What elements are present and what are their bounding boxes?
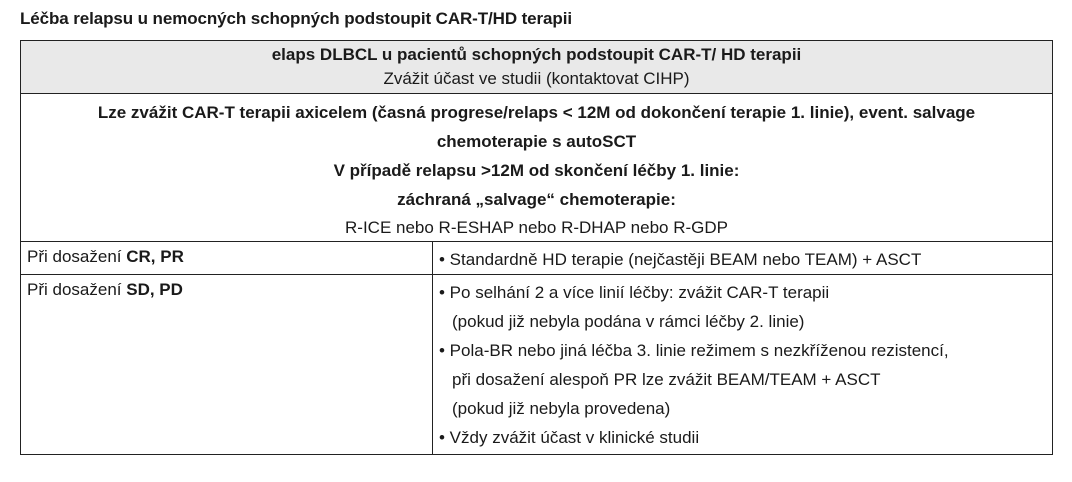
info-line-4: záchraná „salvage“ chemoterapie: — [397, 190, 676, 209]
recommendation-bullet: • Vždy zvážit účast v klinické studii — [439, 428, 700, 447]
recommendation-continuation: (pokud již nebyla podána v rámci léčby 2. linie) — [452, 312, 805, 331]
header-heading: elaps DLBCL u pacientů schopných podstoupit CAR-T/ HD terapii — [271, 45, 802, 64]
recommendation-cell — [433, 275, 1053, 455]
condition-cell — [21, 275, 433, 455]
recommendation-cell — [433, 242, 1053, 275]
recommendation-bullet: • Standardně HD terapie (nejčastěji BEAM nebo TEAM) + ASCT — [439, 250, 922, 269]
info-line-1: Lze zvážit CAR-T terapii axicelem (časná progrese/relaps < 12M od dokončení terapie 1. linie), event. salvage — [97, 103, 976, 122]
recommendation-bullet: • Pola-BR nebo jiná léčba 3. linie režimem s nezkříženou rezistencí, — [439, 341, 949, 360]
page-title: Léčba relapsu u nemocných schopných podstoupit CAR-T/HD terapii — [20, 9, 572, 28]
condition-cell — [21, 242, 433, 275]
info-cell — [21, 94, 1053, 242]
recommendation-continuation: (pokud již nebyla provedena) — [452, 399, 671, 418]
info-line-5: R-ICE nebo R-ESHAP nebo R-DHAP nebo R-GDP — [345, 218, 728, 237]
table-row — [21, 242, 1053, 275]
condition-value: SD, PD — [126, 280, 183, 299]
table-row — [21, 275, 1053, 455]
recommendation-continuation: při dosažení alespoň PR lze zvážit BEAM/TEAM + ASCT — [452, 370, 881, 389]
header-subheading: Zvážit účast ve studii (kontaktovat CIHP) — [383, 69, 690, 88]
info-line-3: V případě relapsu >12M od skončení léčby 1. linie: — [333, 161, 740, 180]
header-cell — [21, 41, 1053, 94]
treatment-table — [20, 40, 1053, 455]
condition-prefix: Při dosažení — [27, 280, 127, 299]
recommendation-bullet: • Po selhání 2 a více linií léčby: zvážit CAR-T terapii — [439, 283, 830, 302]
info-line-2: chemoterapie s autoSCT — [436, 132, 637, 151]
condition-value: CR, PR — [126, 247, 184, 266]
condition-prefix: Při dosažení — [27, 247, 127, 266]
